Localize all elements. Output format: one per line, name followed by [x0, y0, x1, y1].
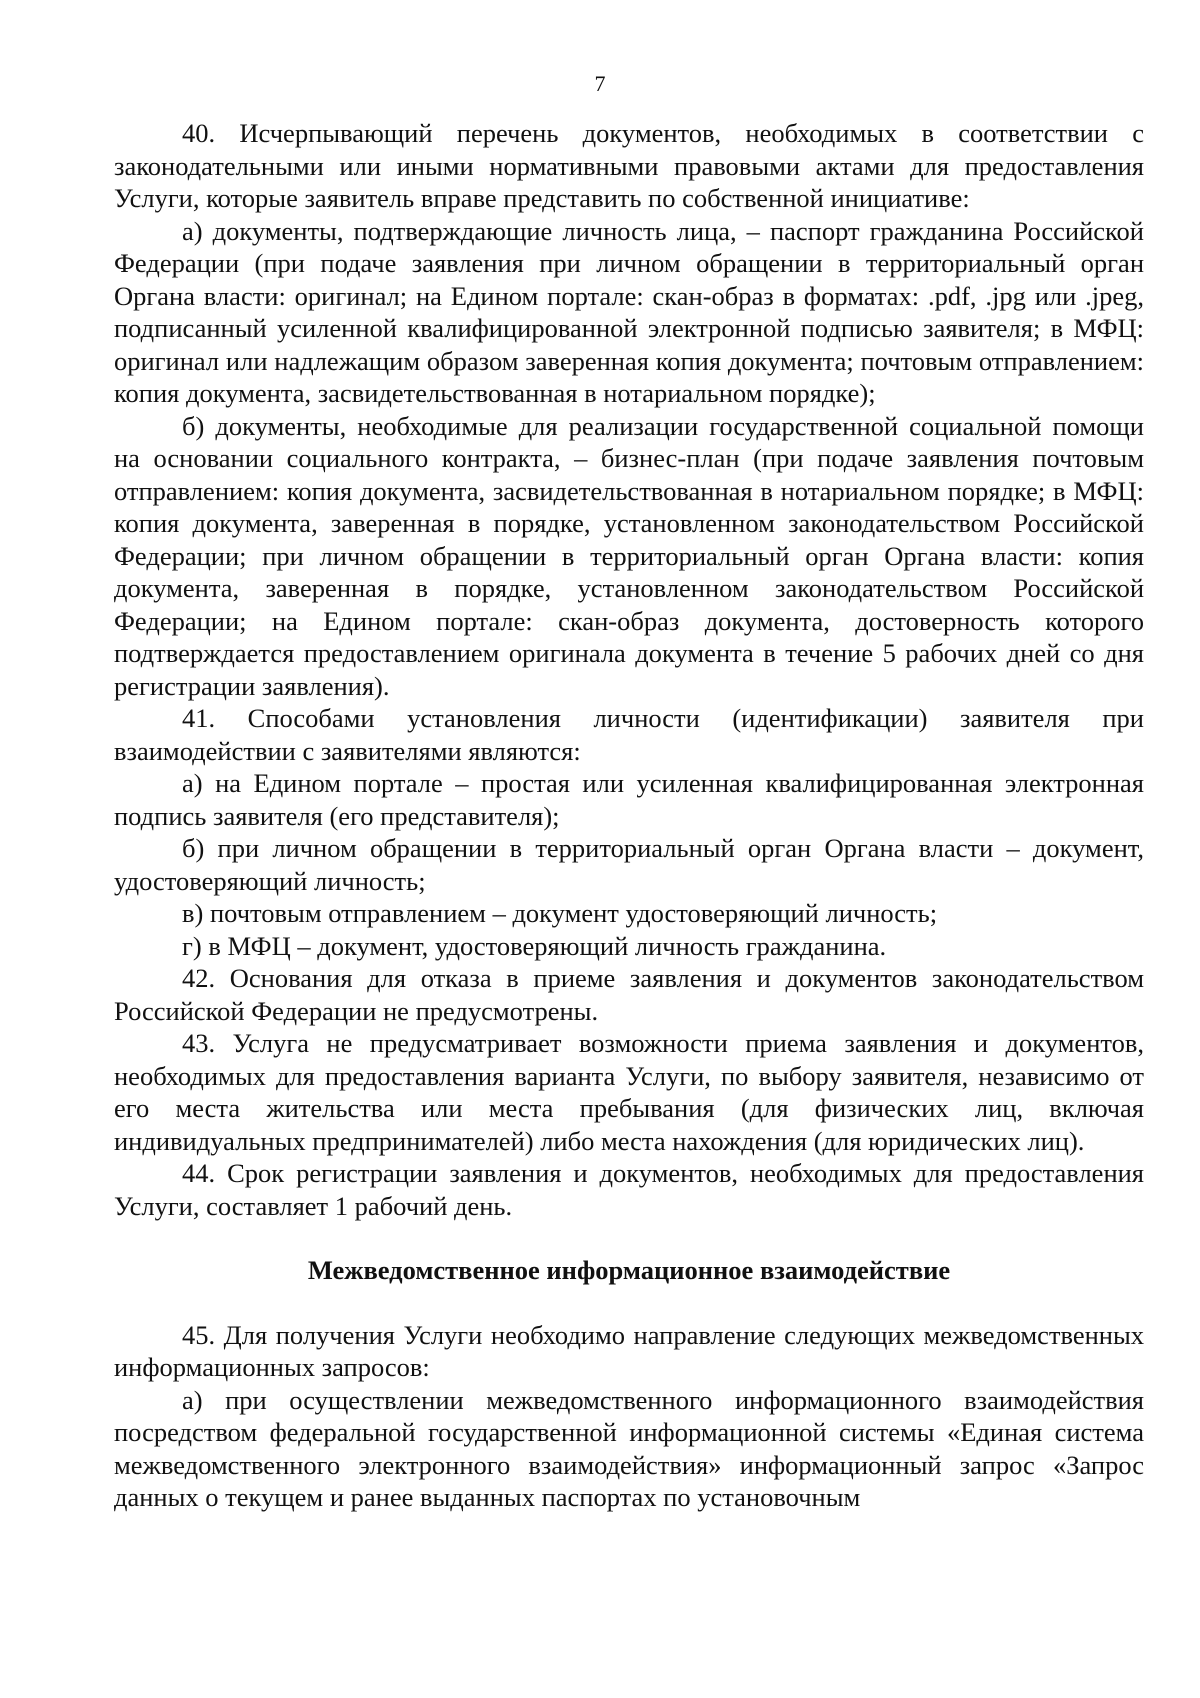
paragraph-45: 45. Для получения Услуги необходимо направление следующих межведомственных информационных запросов:: [114, 1319, 1144, 1382]
paragraph-40-b: б) документы, необходимые для реализации государственной социальной помощи на основании социального контракта, – бизнес-план (при подаче заявления почтовым отправлением: копия документа, засвидетельствованная в нотариальном порядке; в МФЦ: копия документа, заверенная в порядке, установленном законодательством Российской Федерации; при личном обращении в территориальный орган Органа власти: копия документа, заверенная в порядке, установленном законодательством Российской Федерации; на Едином портале: скан-образ документа, достоверность которого подтверждается предоставлением оригинала документа в течение 5 рабочих дней со дня регистрации заявления).: [114, 410, 1144, 701]
document-body: [114, 117, 1144, 1514]
paragraph-41: 41. Способами установления личности (идентификации) заявителя при взаимодействии с заявителями являются:: [114, 703, 1144, 766]
paragraph-41-a: а) на Едином портале – простая или усиленная квалифицированная электронная подпись заявителя (его представителя);: [114, 768, 1144, 831]
paragraph-42: 42. Основания для отказа в приеме заявления и документов законодательством Российской Федерации не предусмотрены.: [114, 963, 1144, 1026]
paragraph-41-v: в) почтовым отправлением – документ удостоверяющий личность;: [182, 898, 938, 928]
paragraph-45-a: а) при осуществлении межведомственного информационного взаимодействия посредством федеральной государственной информационной системы «Единая система межведомственного электронного взаимодействия» информационный запрос «Запрос данных о текущем и ранее выданных паспортах по установочным: [114, 1384, 1144, 1512]
paragraph-40: 40. Исчерпывающий перечень документов, необходимых в соответствии с законодательными или иными нормативными правовыми актами для предоставления Услуги, которые заявитель вправе представить по собственной инициативе:: [114, 118, 1144, 213]
paragraph-43: 43. Услуга не предусматривает возможности приема заявления и документов, необходимых для предоставления варианта Услуги, по выбору заявителя, независимо от его места жительства или места пребывания (для физических лиц, включая индивидуальных предпринимателей) либо места нахождения (для юридических лиц).: [114, 1028, 1144, 1156]
paragraph-44: 44. Срок регистрации заявления и документов, необходимых для предоставления Услуги, составляет 1 рабочий день.: [114, 1158, 1144, 1221]
page-number: 7: [594, 71, 606, 96]
paragraph-41-b: б) при личном обращении в территориальный орган Органа власти – документ, удостоверяющий личность;: [114, 833, 1144, 896]
paragraph-40-a: а) документы, подтверждающие личность лица, – паспорт гражданина Российской Федерации (при подаче заявления при личном обращении в территориальный орган Органа власти: оригинал; на Едином портале: скан-образ в форматах: .pdf, .jpg или .jpeg, подписанный усиленной квалифицированной электронной подписью заявителя; в МФЦ: оригинал или надлежащим образом заверенная копия документа; почтовым отправлением: копия документа, засвидетельствованная в нотариальном порядке);: [114, 215, 1144, 408]
paragraph-41-g: г) в МФЦ – документ, удостоверяющий личность гражданина.: [182, 930, 887, 961]
section-heading: Межведомственное информационное взаимодействие: [307, 1255, 951, 1285]
